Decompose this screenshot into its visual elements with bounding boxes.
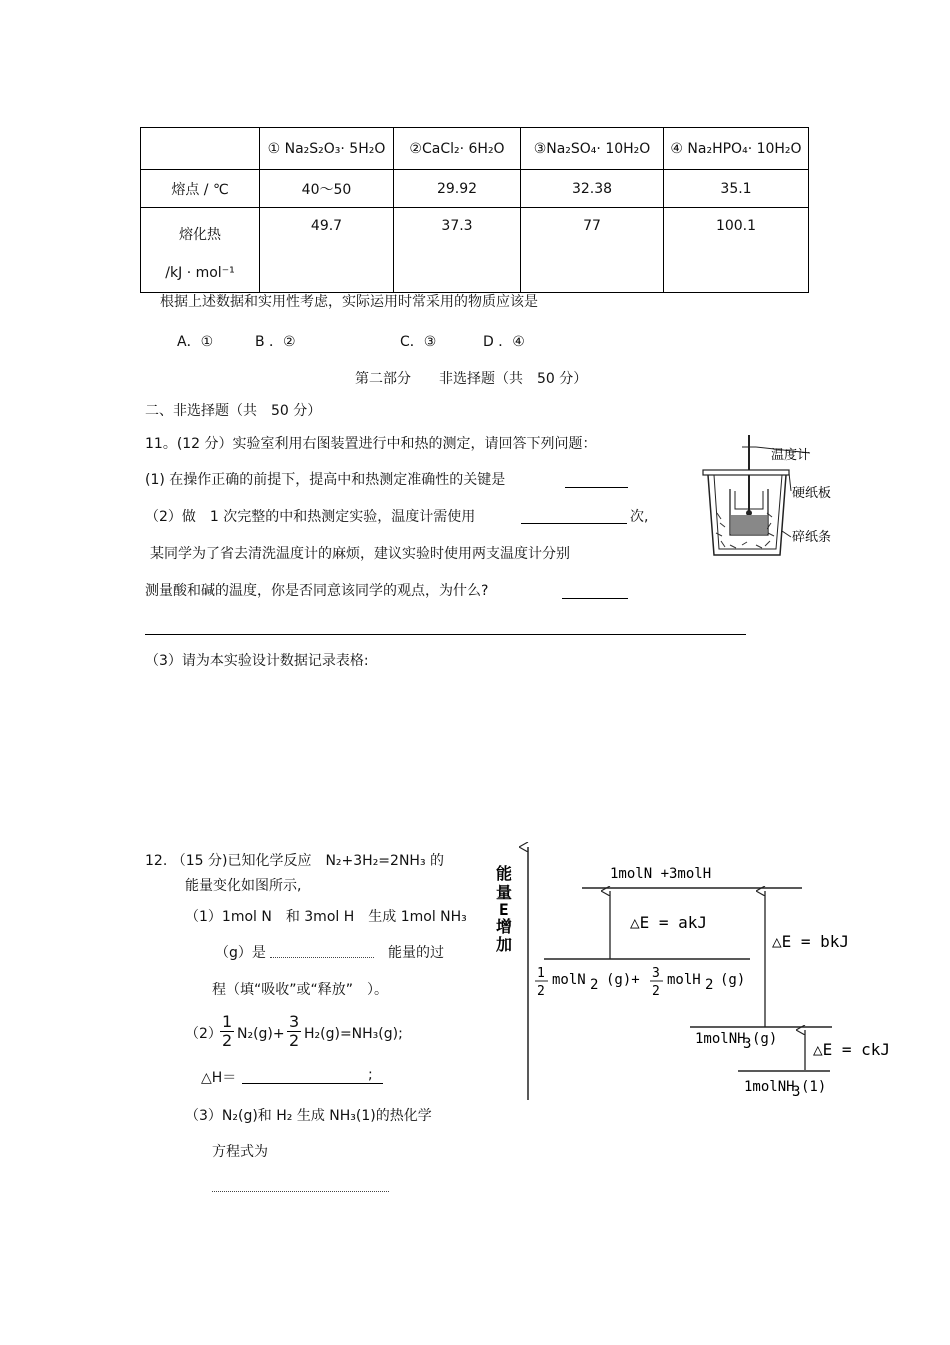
table-cell: 37.3 bbox=[394, 208, 521, 293]
table-header-cell: ① Na₂S₂O₃· 5H₂O bbox=[260, 128, 394, 170]
fraction-num: 3 bbox=[289, 1012, 300, 1031]
table-header-cell: ③Na₂SO₄· 10H₂O bbox=[521, 128, 664, 170]
label-text: 1molNH bbox=[744, 1079, 795, 1095]
row-label bbox=[141, 208, 260, 293]
fraction-three-halves bbox=[287, 1013, 301, 1050]
axis-label-char: 能 bbox=[496, 864, 513, 883]
table-row bbox=[141, 208, 809, 293]
fraction-den: 2 bbox=[289, 1031, 300, 1050]
q11-part2-unit: 次, bbox=[630, 509, 649, 525]
answer-blank[interactable] bbox=[562, 598, 628, 599]
fraction-half bbox=[220, 1013, 234, 1050]
axis-label-char: E bbox=[499, 900, 509, 919]
figure-label: 碎纸条 bbox=[792, 530, 832, 545]
axis-label-char: 增 bbox=[496, 917, 513, 936]
delta-label: △E = akJ bbox=[630, 913, 708, 932]
q12-part2-label: （2） bbox=[185, 1026, 222, 1042]
q10-stem: 根据上述数据和实用性考虑，实际运用时常采用的物质应该是 bbox=[160, 294, 538, 310]
option-a: A．① bbox=[177, 334, 214, 350]
label-text: (g) bbox=[720, 972, 746, 988]
label-text: 2 bbox=[590, 977, 599, 993]
table-cell: 35.1 bbox=[664, 170, 809, 208]
answer-blank[interactable] bbox=[565, 487, 628, 488]
table-row bbox=[141, 170, 809, 208]
level-label bbox=[744, 1079, 826, 1100]
table-cell: 32.38 bbox=[521, 170, 664, 208]
q11-stem: 11。(12 分）实验室利用右图装置进行中和热的测定，请回答下列问题： bbox=[145, 436, 597, 452]
q12-part3-cont: 方程式为 bbox=[212, 1144, 268, 1160]
q12-part1-state: （g）是 bbox=[215, 945, 266, 961]
row-label-line1: 熔化热 bbox=[179, 227, 221, 243]
label-text: 3 bbox=[792, 1084, 801, 1100]
cardboard-lid bbox=[703, 470, 789, 475]
fraction-num: 3 bbox=[652, 966, 660, 981]
label-text: 3 bbox=[743, 1036, 752, 1052]
label-text: 2 bbox=[705, 977, 714, 993]
q12-part1: （1）1mol N 和 3mol H 生成 1mol NH₃ bbox=[185, 909, 467, 925]
option-d: D ．④ bbox=[483, 334, 525, 350]
row-label: 熔点 / ℃ bbox=[141, 170, 260, 208]
q12-part2-h2: H₂(g)=NH₃(g); bbox=[304, 1026, 403, 1042]
q11-part3: （3）请为本实验设计数据记录表格: bbox=[145, 653, 369, 669]
label-text: (1) bbox=[801, 1079, 827, 1095]
q12-semicolon: ; bbox=[368, 1067, 373, 1083]
answer-line[interactable] bbox=[145, 634, 746, 635]
table-header-row bbox=[141, 128, 809, 170]
label-text: molH bbox=[667, 972, 701, 988]
label-text: (g)+ bbox=[606, 972, 640, 988]
q12-part1-hint: 程（填“吸收”或“释放” ）。 bbox=[212, 982, 389, 998]
fraction-num: 1 bbox=[222, 1012, 233, 1031]
level-label bbox=[535, 966, 745, 999]
melting-data-table bbox=[140, 127, 809, 293]
table-cell: 40～50 bbox=[260, 170, 394, 208]
figure-label: 硬纸板 bbox=[792, 486, 832, 501]
delta-label: △E = bkJ bbox=[772, 932, 850, 951]
q12-part3: （3）N₂(g)和 H₂ 生成 NH₃(1)的热化学 bbox=[185, 1108, 432, 1124]
table-header-cell: ④ Na₂HPO₄· 10H₂O bbox=[664, 128, 809, 170]
fraction-den: 2 bbox=[537, 984, 545, 999]
axis-label-char: 量 bbox=[496, 883, 513, 902]
q11-part1: (1) 在操作正确的前提下，提高中和热测定准确性的关键是 bbox=[145, 472, 506, 488]
level-label: 1molN +3molH bbox=[610, 866, 712, 882]
q11-part2: （2）做 1 次完整的中和热测定实验，温度计需使用 bbox=[145, 509, 476, 525]
axis-label-char: 加 bbox=[496, 935, 513, 954]
label-text: (g) bbox=[752, 1031, 778, 1047]
table-header-cell: ②CaCl₂· 6H₂O bbox=[394, 128, 521, 170]
table-header-cell bbox=[141, 128, 260, 170]
option-b: B ．② bbox=[255, 334, 296, 350]
q11-part2-text: 某同学为了省去清洗温度计的麻烦，建议实验时使用两支温度计分别 bbox=[150, 546, 570, 562]
fraction-den: 2 bbox=[652, 984, 660, 999]
answer-blank[interactable] bbox=[521, 523, 627, 524]
energy-diagram bbox=[490, 835, 910, 1110]
q11-part2-question: 测量酸和碱的温度，你是否同意该同学的观点，为什么? bbox=[145, 583, 489, 599]
option-c: C．③ bbox=[400, 334, 437, 350]
label-text: molN bbox=[552, 972, 586, 988]
label-text: 1molNH bbox=[695, 1031, 746, 1047]
part2-title: 第二部分 非选择题（共 50 分） bbox=[355, 371, 588, 387]
table-cell: 77 bbox=[521, 208, 664, 293]
q12-part1-cont: 能量的过 bbox=[388, 945, 444, 961]
q12-part2-n2: N₂(g)+ bbox=[237, 1026, 285, 1042]
q12-delta-h: △H＝ bbox=[201, 1070, 237, 1086]
table-cell: 49.7 bbox=[260, 208, 394, 293]
row-label-line2: /kJ · mol⁻¹ bbox=[165, 265, 235, 281]
answer-blank[interactable] bbox=[212, 1191, 389, 1192]
table-cell: 100.1 bbox=[664, 208, 809, 293]
table-cell: 29.92 bbox=[394, 170, 521, 208]
level-label bbox=[695, 1031, 777, 1052]
calorimeter-figure bbox=[700, 433, 850, 568]
fraction-den: 2 bbox=[222, 1031, 233, 1050]
delta-label: △E = ckJ bbox=[813, 1040, 891, 1059]
figure-label: 温度计 bbox=[771, 448, 811, 463]
answer-blank[interactable] bbox=[242, 1083, 383, 1084]
q12-stem: 12. （15 分)已知化学反应 N₂+3H₂=2NH₃ 的 bbox=[145, 853, 445, 869]
q12-stem-cont: 能量变化如图所示, bbox=[185, 878, 302, 894]
answer-blank[interactable] bbox=[270, 957, 374, 958]
fraction-num: 1 bbox=[537, 966, 545, 981]
section2-heading: 二、非选择题（共 50 分） bbox=[145, 403, 322, 419]
